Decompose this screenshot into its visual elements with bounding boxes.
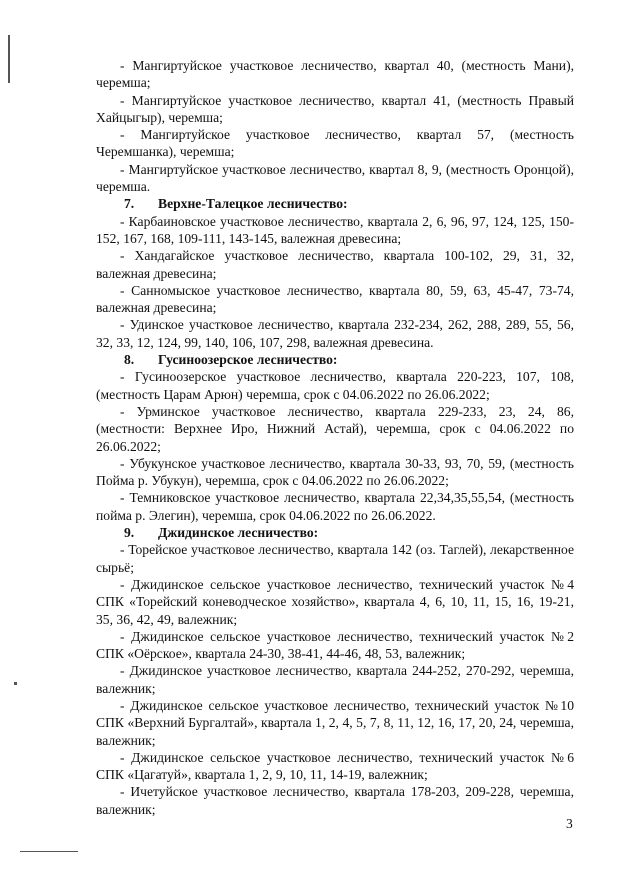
list-item: - Торейское участковое лесничество, квартала 142 (оз. Таглей), лекарственное сырьё; bbox=[96, 542, 574, 575]
scan-edge-mark bbox=[14, 682, 17, 685]
scan-edge-mark bbox=[8, 35, 10, 83]
list-item: - Джидинское сельское участковое лесничество, технический участок №4 СПК «Торейский коневодческое хозяйство», квартала 4, 6, 10, 11, 15, 16, 19-21, 35, 36, 42, 49, валежник; bbox=[96, 576, 574, 627]
section-number: 8. bbox=[124, 352, 135, 368]
list-item: - Карбаиновское участковое лесничество, квартала 2, 6, 96, 97, 124, 125, 150-152, 167, 168, 109-111, 143-145, валежная древесина; bbox=[96, 213, 574, 246]
list-item: - Гусиноозерское участковое лесничество, квартала 220-223, 107, 108, (местность Царам Арюн) черемша, срок с 04.06.2022 по 26.06.2022; bbox=[96, 369, 574, 402]
list-item: - Джидинское сельское участковое лесничество, технический участок №6 СПК «Цагатуй», квартала 1, 2, 9, 10, 11, 14-19, валежник; bbox=[96, 749, 574, 783]
scan-edge-mark bbox=[20, 851, 78, 852]
list-item: - Джидинское сельское участковое лесничество, технический участок №2 СПК «Оёрское», квартала 24-30, 38-41, 44-46, 48, 53, валежник; bbox=[96, 628, 574, 662]
page-number: 3 bbox=[566, 816, 573, 831]
list-item: - Удинское участковое лесничество, квартала 232-234, 262, 288, 289, 55, 56, 32, 33, 12, 124, 99, 140, 106, 107, 298, валежная древесина. bbox=[96, 317, 574, 350]
list-item: - Мангиртуйское участковое лесничество, квартал 40, (местность Мани), черемша; bbox=[96, 58, 574, 91]
list-item: - Санномыское участковое лесничество, квартала 80, 59, 63, 45-47, 73-74, валежная древесина; bbox=[96, 282, 574, 316]
list-item: - Темниковское участковое лесничество, квартала 22,34,35,55,54, (местность пойма р. Элегин), черемша, срок 04.06.2022 по 26.06.2022. bbox=[96, 490, 574, 523]
list-item: - Хандагайское участковое лесничество, квартала 100-102, 29, 31, 32, валежная древесина; bbox=[96, 248, 574, 281]
list-item: - Убукунское участковое лесничество, квартала 30-33, 93, 70, 59, (местность Пойма р. Убукун), черемша, срок с 04.06.2022 по 26.06.2022; bbox=[96, 455, 574, 489]
section-number: 7. bbox=[124, 196, 135, 212]
list-item: - Мангиртуйское участковое лесничество, квартал 57, (местность Черемшанка), черемша; bbox=[96, 127, 574, 160]
section-heading bbox=[96, 195, 574, 212]
page-body bbox=[96, 57, 574, 818]
list-item: - Ичетуйское участковое лесничество, квартала 178-203, 209-228, черемша, валежник; bbox=[96, 784, 574, 817]
list-item: - Мангиртуйское участковое лесничество, квартал 41, (местность Правый Хайцыгыр), черемша; bbox=[96, 92, 574, 125]
list-item: - Урминское участковое лесничество, квартала 229-233, 23, 24, 86, (местности: Верхнее Иро, Нижний Астай), черемша, срок с 04.06.2022 по 26.06.2022; bbox=[96, 403, 574, 454]
list-item: - Мангиртуйское участковое лесничество, квартал 8, 9, (местность Оронцой), черемша. bbox=[96, 161, 574, 195]
section-heading bbox=[96, 351, 574, 368]
section-title: Гусиноозерское лесничество: bbox=[158, 352, 338, 368]
section-title: Джидинское лесничество: bbox=[158, 525, 319, 541]
section-heading bbox=[96, 524, 574, 541]
list-item: - Джидинское сельское участковое лесничество, технический участок №10 СПК «Верхний Бургалтай», квартала 1, 2, 4, 5, 7, 8, 11, 12, 16, 17, 20, 24, черемша, валежник; bbox=[96, 697, 574, 748]
section-title: Верхне-Талецкое лесничество: bbox=[158, 196, 348, 212]
list-item: - Джидинское участковое лесничество, квартала 244-252, 270-292, черемша, валежник; bbox=[96, 663, 574, 696]
section-number: 9. bbox=[124, 525, 135, 541]
